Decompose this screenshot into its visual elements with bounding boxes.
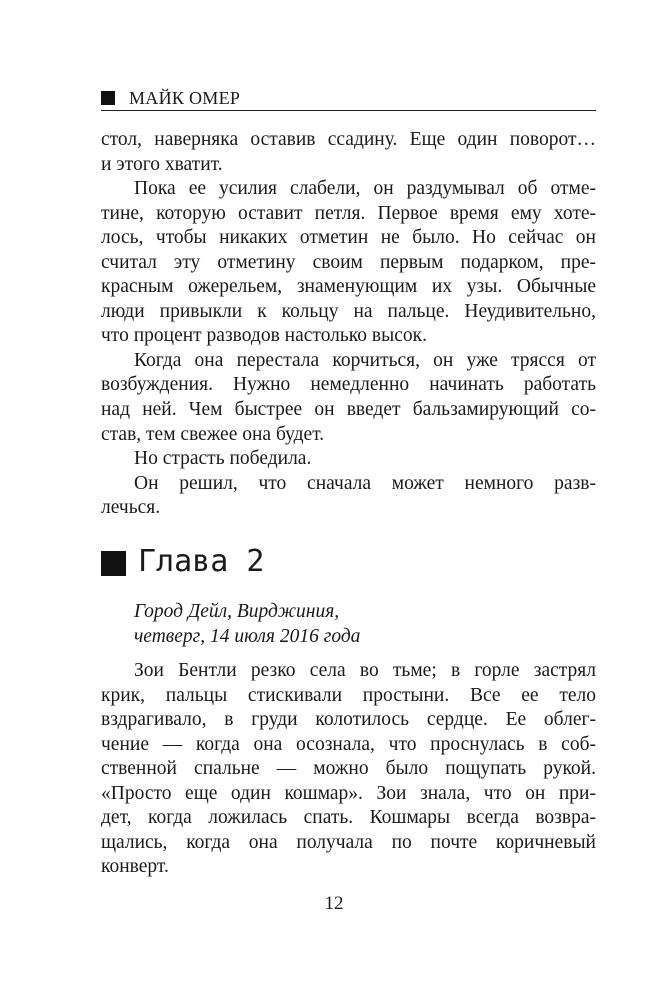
chapter-square-icon [101, 551, 126, 576]
text-line: Пока ее усилия слабели, он раздумывал об отме- [134, 178, 596, 200]
text-line: люди привыкли к кольцу на пальце. Неудивительно, [101, 300, 596, 322]
text-line: стол, наверняка оставив ссадину. Еще один поворот… [101, 129, 596, 150]
text-line: возбуждения. Нужно немедленно начинать работать [101, 374, 596, 396]
header-square-icon [101, 91, 115, 105]
text-line: конверт. [101, 856, 169, 878]
text-line: красным ожерельем, знаменующим их узы. Обычные [101, 276, 596, 298]
text-line: Зои Бентли резко села во тьме; в горле застрял [134, 660, 596, 681]
date-line: четверг, 14 июля 2016 года [134, 625, 361, 647]
text-line: «Просто еще один кошмар». Зои знала, что он при- [101, 782, 596, 804]
text-line: щались, когда она получала по почте коричневый [101, 831, 596, 853]
text-line: лось, чтобы никаких отметин не было. Но сейчас он [101, 227, 596, 249]
body-text-bottom [101, 659, 596, 880]
text-line: Он решил, что сначала может немного разв- [134, 472, 596, 494]
chapter-title: Глава 2 [138, 544, 265, 579]
text-line: лечься. [101, 497, 161, 519]
text-line: и этого хватит. [101, 153, 223, 175]
text-line: над ней. Чем быстрее он введет бальзамирующий со- [101, 399, 596, 421]
body-text-top [101, 128, 596, 521]
running-header [101, 88, 596, 111]
chapter-epigraph [134, 600, 360, 649]
text-line: тине, которую оставит петля. Первое время ему хоте- [101, 202, 596, 224]
text-line: крик, пальцы стискивали простыни. Все ее тело [101, 684, 596, 706]
header-author: МАЙК ОМЕР [129, 88, 241, 108]
text-line: Когда она перестала корчиться, он уже трясся от [134, 349, 596, 371]
text-line: Но страсть победила. [134, 448, 312, 470]
text-line: считал эту отметину своим первым подарком, пре- [101, 251, 596, 273]
page-number: 12 [324, 893, 344, 914]
text-line: чение — когда она осознала, что проснулась в соб- [101, 733, 596, 755]
text-line: вздрагивало, в груди колотилось сердце. Ее облег- [101, 709, 596, 731]
text-line: дет, когда ложилась спать. Кошмары всегда возвра- [101, 807, 596, 829]
place-line: Город Дейл, Вирджиния, [134, 601, 340, 622]
text-line: что процент разводов настолько высок. [101, 325, 427, 347]
text-line: став, тем свежее она будет. [101, 423, 325, 445]
text-line: ственной спальне — можно было пощупать рукой. [101, 758, 596, 780]
